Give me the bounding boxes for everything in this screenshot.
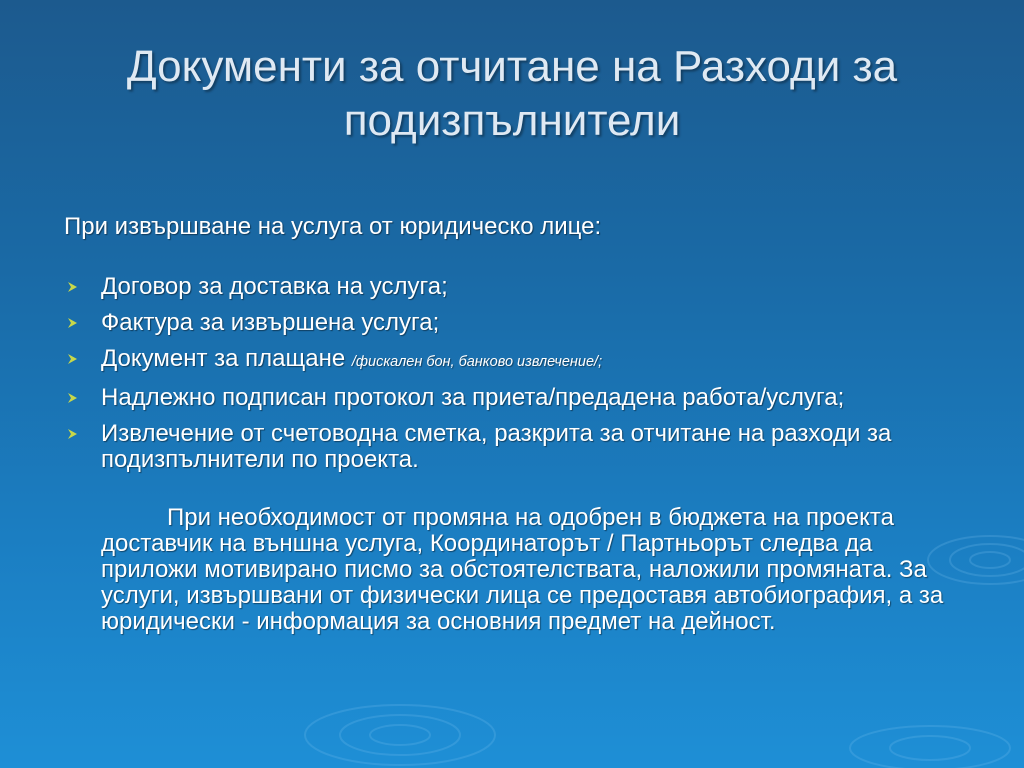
arrow-right-icon [66, 280, 80, 294]
arrow-right-icon [66, 427, 80, 441]
bullet-note: /фискален бон, банково извлечение/; [351, 354, 603, 370]
bullet-item [64, 310, 964, 336]
bullet-text: Извлечение от счетоводна сметка, разкрита за отчитане на разходи за подизпълнители по проекта. [101, 420, 892, 473]
bullet-item [64, 421, 964, 473]
bullet-item [64, 346, 964, 375]
slide-title: Документи за отчитане на Разходи за подизпълнители [126, 42, 898, 145]
bullet-text: Документ за плащане [101, 345, 352, 372]
bullet-item [64, 385, 964, 411]
bullet-list [64, 274, 964, 473]
bullet-text: Надлежно подписан протокол за приета/предадена работа/услуга; [101, 384, 845, 411]
arrow-right-icon [66, 391, 80, 405]
bullet-text: Договор за доставка на услуга; [101, 273, 448, 300]
intro-text: При извършване на услуга от юридическо лице: [64, 213, 602, 240]
arrow-right-icon [66, 316, 80, 330]
slide-body [64, 214, 964, 635]
arrow-right-icon [66, 352, 80, 366]
bullet-item [64, 274, 964, 300]
bullet-text: Фактура за извършена услуга; [101, 309, 440, 336]
note-paragraph: При необходимост от промяна на одобрен в бюджета на проекта доставчик на външна услуга, Координаторът / Партньорът следва да приложи мотивирано писмо за обстоятелствата, наложили промяната. За услуги, извършвани от физически лица се предоставя автобиография, а за юридически - информация за основния предмет на дейност. [101, 504, 944, 635]
